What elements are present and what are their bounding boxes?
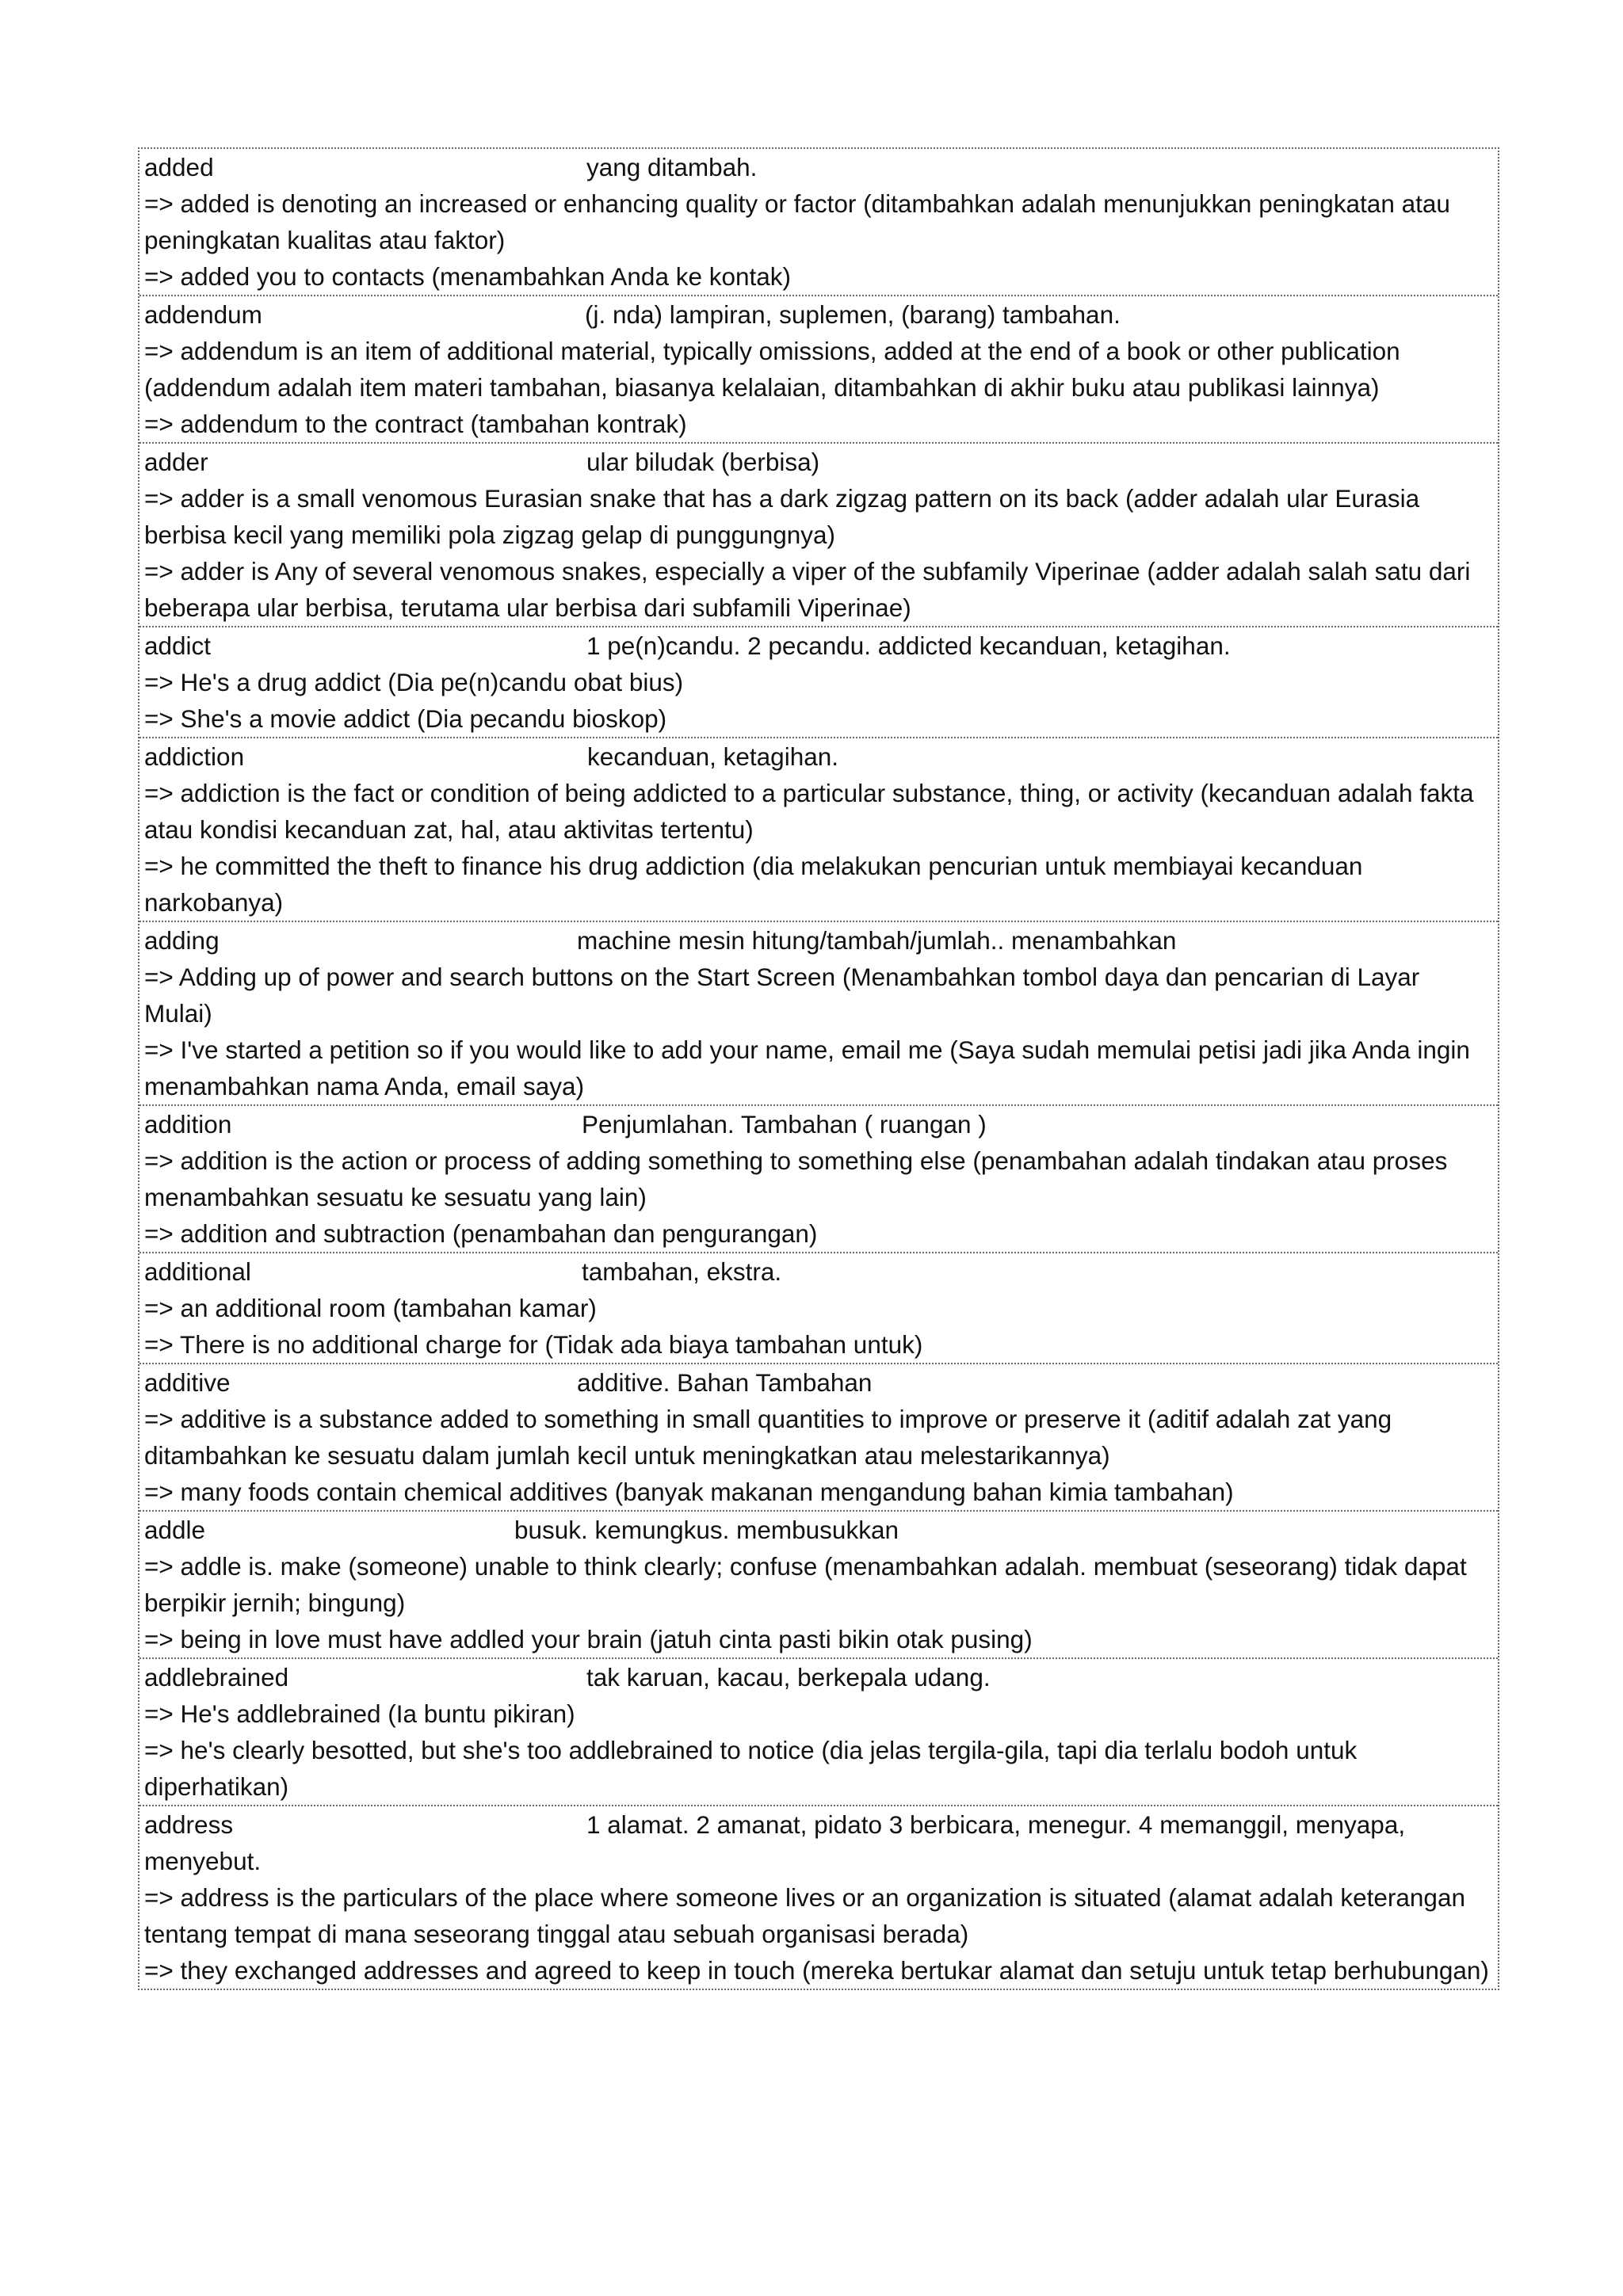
entry-example: => added is denoting an increased or enhancing quality or factor (ditambahkan adalah menunjukkan peningkatan atau peningkatan kualitas atau faktor) <box>144 189 1450 254</box>
entry-adder <box>139 442 1498 626</box>
entry-example: => There is no additional charge for (Tidak ada biaya tambahan untuk) <box>144 1330 923 1359</box>
entry-headline <box>144 1806 1490 1879</box>
entry-word: additional <box>144 1257 251 1286</box>
entry-meaning: additive. Bahan Tambahan <box>577 1368 873 1397</box>
entry-example: => being in love must have addled your brain (jatuh cinta pasti bikin otak pusing) <box>144 1625 1033 1653</box>
entry-example: => additive is a substance added to something in small quantities to improve or preserve it (aditif adalah zat yang ditambahkan ke sesuatu dalam jumlah kecil untuk meningkatkan atau melestarikannya) <box>144 1405 1392 1470</box>
entry-word: addle <box>144 1516 206 1544</box>
entry-headline <box>144 296 1490 333</box>
entry-headline <box>144 1512 1490 1548</box>
entry-meaning: 1 alamat. 2 amanat, pidato 3 berbicara, menegur. 4 memanggil, menyapa, menyebut. <box>144 1810 1406 1875</box>
entry-added <box>139 149 1498 295</box>
entry-additive <box>139 1363 1498 1510</box>
entry-word: added <box>144 153 214 181</box>
entry-example: => addition is the action or process of adding something to something else (penambahan adalah tindakan atau proses menambahkan sesuatu ke sesuatu yang lain) <box>144 1146 1448 1211</box>
entry-address <box>139 1805 1498 1989</box>
entry-example: => he committed the theft to finance his drug addiction (dia melakukan pencurian untuk membiayai kecanduan narkobanya) <box>144 852 1363 917</box>
entry-word: addict <box>144 631 212 660</box>
entry-word: address <box>144 1810 234 1839</box>
entry-word: addendum <box>144 300 262 329</box>
entry-headline <box>144 627 1490 664</box>
entry-meaning: kecanduan, ketagihan. <box>587 742 838 771</box>
entry-headline <box>144 1659 1490 1695</box>
entry-word: addlebrained <box>144 1663 289 1691</box>
entry-headline <box>144 1106 1490 1142</box>
entry-meaning: busuk. kemungkus. membusukkan <box>514 1516 899 1544</box>
entry-headline <box>144 1364 1490 1401</box>
entry-example: => added you to contacts (menambahkan Anda ke kontak) <box>144 262 792 291</box>
entry-word: adder <box>144 448 208 476</box>
entry-word: additive <box>144 1368 231 1397</box>
entry-meaning: tak karuan, kacau, berkepala udang. <box>586 1663 991 1691</box>
entry-example: => adder is Any of several venomous snakes, especially a viper of the subfamily Viperinae (adder adalah salah satu dari beberapa ular berbisa, terutama ular berbisa dari subfamili Viperinae) <box>144 557 1471 622</box>
entry-addition <box>139 1104 1498 1252</box>
entry-addlebrained <box>139 1657 1498 1805</box>
entry-example: => many foods contain chemical additives (banyak makanan mengandung bahan kimia tambahan) <box>144 1478 1234 1506</box>
entry-meaning: ular biludak (berbisa) <box>586 448 820 476</box>
entry-headline <box>144 922 1490 959</box>
entry-example: => He's a drug addict (Dia pe(n)candu obat bius) <box>144 668 684 696</box>
entry-addiction <box>139 737 1498 921</box>
entry-word: adding <box>144 926 220 955</box>
entry-meaning: tambahan, ekstra. <box>582 1257 782 1286</box>
entry-headline <box>144 444 1490 480</box>
entry-meaning: Penjumlahan. Tambahan ( ruangan ) <box>582 1110 987 1138</box>
entry-example: => addle is. make (someone) unable to think clearly; confuse (menambahkan adalah. membuat (seseorang) tidak dapat berpikir jernih; bingung) <box>144 1552 1467 1617</box>
entry-example: => address is the particulars of the place where someone lives or an organization is situated (alamat adalah keterangan tentang tempat di mana seseorang tinggal atau sebuah organisasi berada) <box>144 1883 1465 1948</box>
entry-example: => addendum to the contract (tambahan kontrak) <box>144 410 687 438</box>
entry-additional <box>139 1252 1498 1363</box>
entry-headline <box>144 1253 1490 1290</box>
entry-example: => Adding up of power and search buttons on the Start Screen (Menambahkan tombol daya dan pencarian di Layar Mulai) <box>144 963 1420 1028</box>
entry-adding <box>139 921 1498 1104</box>
entry-example: => an additional room (tambahan kamar) <box>144 1294 597 1322</box>
entry-example: => he's clearly besotted, but she's too addlebrained to notice (dia jelas tergila-gila, tapi dia terlalu bodoh untuk diperhatikan) <box>144 1736 1358 1801</box>
entry-addendum <box>139 295 1498 442</box>
entry-headline <box>144 738 1490 775</box>
entry-example: => I've started a petition so if you would like to add your name, email me (Saya sudah memulai petisi jadi jika Anda ingin menambahkan nama Anda, email saya) <box>144 1035 1470 1100</box>
entry-example: => addiction is the fact or condition of being addicted to a particular substance, thing, or activity (kecanduan adalah fakta atau kondisi kecanduan zat, hal, atau aktivitas tertentu) <box>144 779 1474 844</box>
entry-word: addiction <box>144 742 245 771</box>
entry-example: => adder is a small venomous Eurasian snake that has a dark zigzag pattern on its back (adder adalah ular Eurasia berbisa kecil yang memiliki pola zigzag gelap di punggungnya) <box>144 484 1420 549</box>
entry-meaning: yang ditambah. <box>586 153 758 181</box>
entry-addict <box>139 626 1498 737</box>
entry-example: => they exchanged addresses and agreed to keep in touch (mereka bertukar alamat dan setuju untuk tetap berhubungan) <box>144 1956 1489 1985</box>
entry-example: => She's a movie addict (Dia pecandu bioskop) <box>144 704 667 733</box>
entry-headline <box>144 149 1490 185</box>
entry-word: addition <box>144 1110 232 1138</box>
entry-meaning: 1 pe(n)candu. 2 pecandu. addicted kecanduan, ketagihan. <box>586 631 1231 660</box>
entry-meaning: machine mesin hitung/tambah/jumlah.. menambahkan <box>577 926 1177 955</box>
entry-example: => addendum is an item of additional material, typically omissions, added at the end of a book or other publication (addendum adalah item materi tambahan, biasanya kelalaian, ditambahkan di akhir buku atau publikasi lainnya) <box>144 337 1400 402</box>
dictionary-table <box>138 147 1499 1990</box>
entry-example: => addition and subtraction (penambahan dan pengurangan) <box>144 1219 818 1248</box>
entry-example: => He's addlebrained (Ia buntu pikiran) <box>144 1699 575 1728</box>
entry-meaning: (j. nda) lampiran, suplemen, (barang) tambahan. <box>585 300 1121 329</box>
entry-addle <box>139 1510 1498 1657</box>
